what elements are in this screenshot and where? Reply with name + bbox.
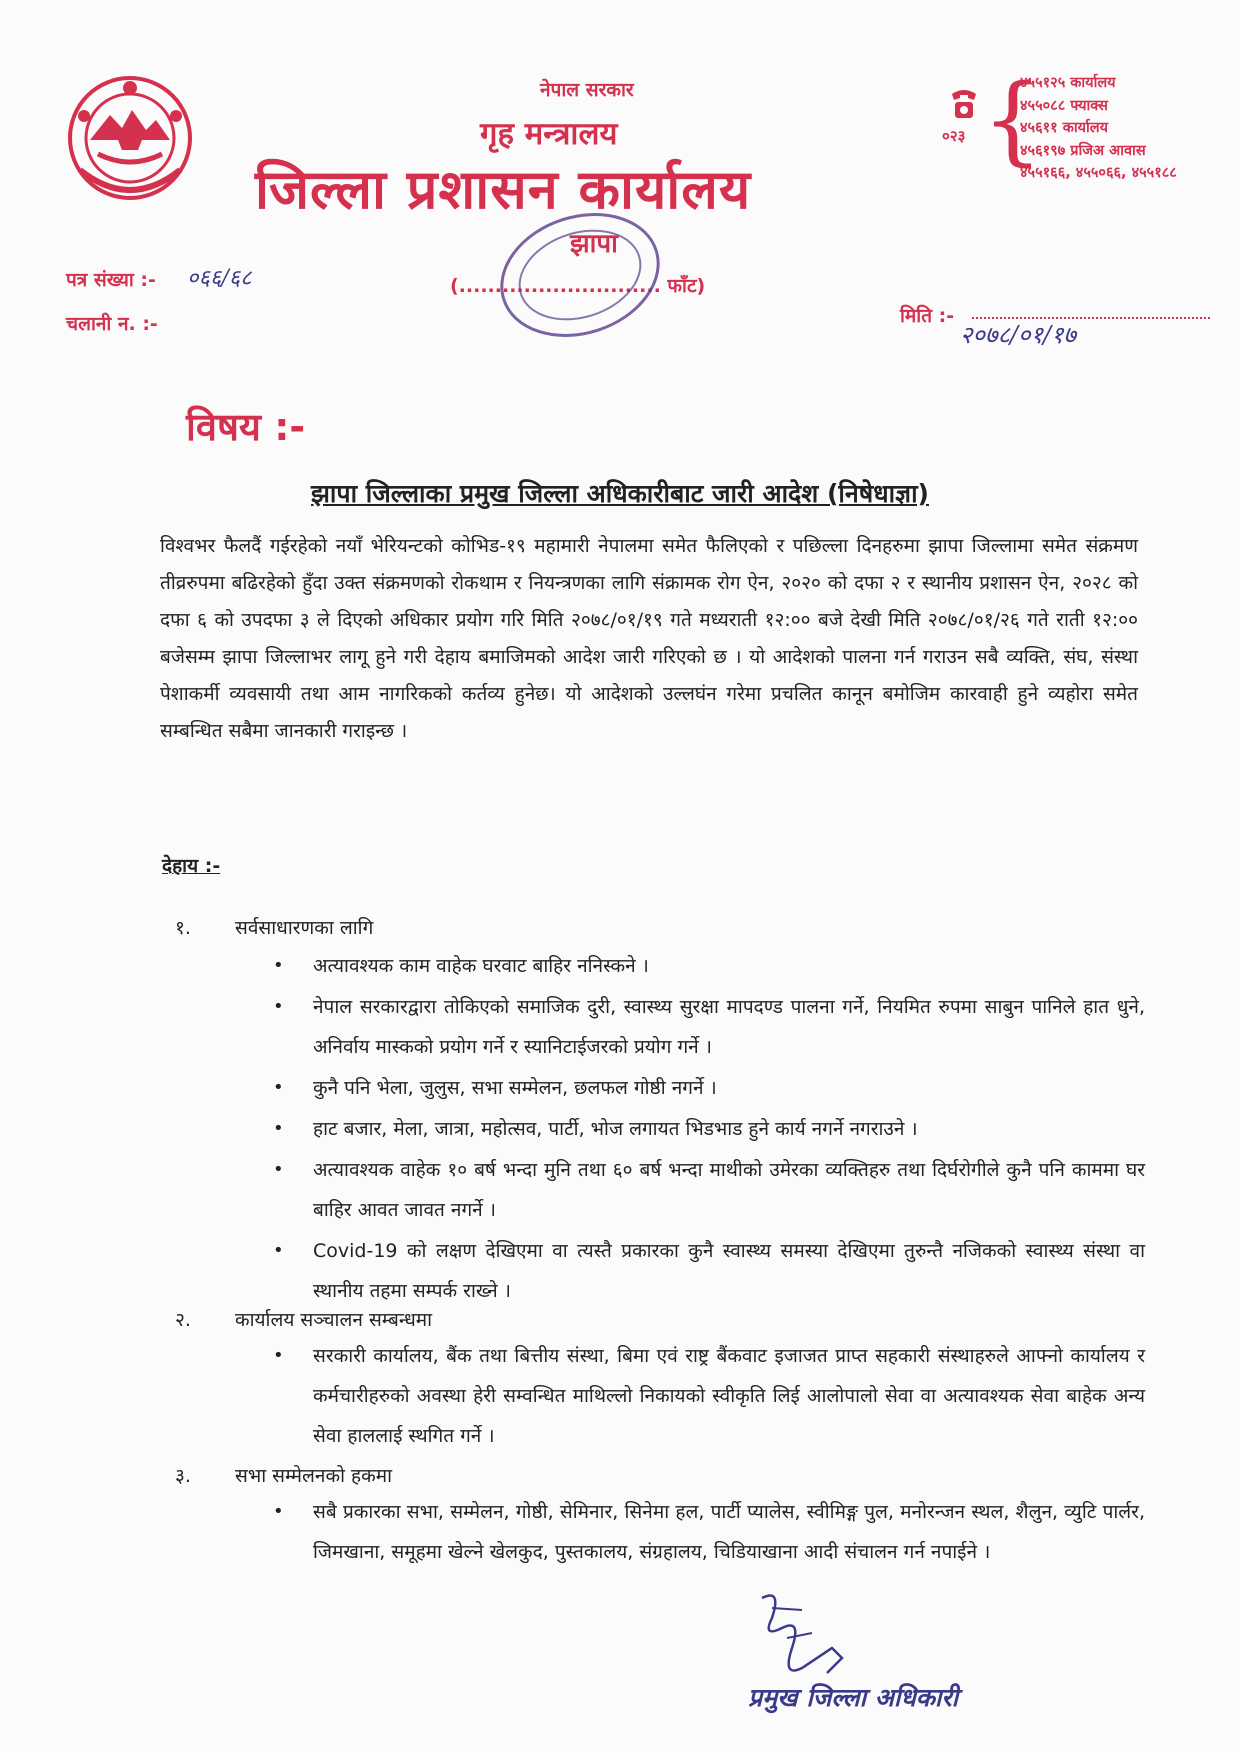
ministry-name: गृह मन्त्रालय [480, 116, 618, 152]
date-label: मिति :- [900, 305, 955, 327]
phone-line: ४५५०८८ फ्याक्स [1020, 97, 1108, 114]
list-item: • अत्यावश्यक काम वाहेक घरवाट बाहिर ननिस्कने । [273, 946, 1145, 986]
list-item: • कुनै पनि भेला, जुलुस, सभा सम्मेलन, छलफल गोष्ठी नगर्ने । [273, 1068, 1145, 1108]
subject-title [0, 476, 1240, 510]
area-code: ०२३ [942, 127, 966, 145]
body-paragraph: विश्वभर फैलदैं गईरहेको नयाँ भेरियन्टको कोभिड-१९ महामारी नेपालमा समेत फैलिएको र पछिल्ला दिनहरुमा झापा जिल्लामा समेत संक्रमण तीव्ररुपमा बढिरहेको हुँदा उक्त संक्रमणको रोकथाम र नियन्त्रणका लागि संक्रामक रोग ऐन, २०२० को दफा २ र स्थानीय प्रशासन ऐन, २०२८ को दफा ६ को उपदफा ३ ले दिएको अधिकार प्रयोग गरि मिति २०७८/०१/१९ गते मध्यराती १२:०० बजे देखी मिति २०७८/०१/२६ गते राती १२:०० बजेसम्म झापा जिल्लाभर लागू हुने गरी देहाय बमाजिमको आदेश जारी गरिएको छ । यो आदेशको पालना गर्न गराउन सबै व्यक्ति, संघ, संस्था पेशाकर्मी व्यवसायी तथा आम नागरिकको कर्तव्य हुनेछ। यो आदेशको उल्लघंन गरेमा प्रचलित कानून बमोजिम कारवाही हुने व्यहोरा समेत सम्बन्धित सबैमा जानकारी गराइन्छ । [160, 535, 1138, 742]
list-item: • अत्यावश्यक वाहेक १० बर्ष भन्दा मुनि तथा ६० बर्ष भन्दा माथीको उमेरका व्यक्तिहरु तथा दिर्घरोगीले कुनै पनि काममा घर बाहिर आवत जावत नगर्ने । [273, 1150, 1145, 1230]
office-stamp [490, 200, 670, 350]
office-name: जिल्ला प्रशासन कार्यालय [255, 158, 752, 221]
subject-title-text: झापा जिल्लाका प्रमुख जिल्ला अधिकारीबाट जारी आदेश (निषेधाज्ञा) [311, 479, 929, 508]
bullet-list [273, 946, 1145, 1312]
phone-line: ४५६१९७ प्रजिअ आवास [1020, 142, 1146, 159]
font-section-line: (............................ फाँट) [450, 275, 706, 297]
phone-brace: { [982, 64, 1044, 176]
list-item: • सबै प्रकारका सभा, सम्मेलन, गोष्ठी, सेमिनार, सिनेमा हल, पार्टी प्यालेस, स्वीमिङ्ग पुल, मनोरन्जन स्थल, शैलुन, व्युटि पार्लर, जिमखाना, समूहमा खेल्ने खेलकुद, पुस्तकालय, संग्रहालय, चिडियाखाना आदी संचालन गर्न नपाईने । [273, 1492, 1145, 1572]
date-value: २०७८/०१/१७ [960, 321, 1077, 349]
subject-label: विषय :- [186, 405, 306, 449]
phone-line: ४५५१६६, ४५५०६६, ४५५१८८ [1020, 165, 1177, 181]
reference-number-value: ०६६/६८ [187, 266, 252, 291]
district-name: झापा [570, 229, 618, 259]
phone-line: ४५६११ कार्यालय [1020, 120, 1109, 136]
government-name: नेपाल सरकार [540, 79, 634, 101]
section-title: सभा सम्मेलनको हकमा [235, 1465, 392, 1487]
bullet-list [273, 1492, 1145, 1573]
signatory-title: प्रमुख जिल्ला अधिकारी [748, 1683, 959, 1712]
reference-number-label: पत्र संख्या :- [66, 269, 156, 291]
section-number: १. [175, 917, 191, 939]
dispatch-number-label: चलानी न. :- [66, 313, 158, 335]
signature-scribble [742, 1588, 862, 1688]
section-title: कार्यालय सञ्चालन सम्बन्धमा [235, 1309, 433, 1331]
section-title: सर्वसाधारणका लागि [235, 917, 374, 939]
telephone-icon [950, 86, 978, 122]
section-number: ३. [175, 1465, 191, 1487]
list-item: • सरकारी कार्यालय, बैंक तथा बित्तीय संस्था, बिमा एवं राष्ट्र बैंकवाट इजाजत प्राप्त सहकारी संस्थाहरुले आफ्नो कार्यालय र कर्मचारीहरुको अवस्था हेरी सम्वन्धित माथिल्लो निकायको स्वीकृति लिई आलोपालो सेवा वा अत्यावश्यक सेवा बाहेक अन्य सेवा हाललाई स्थगित गर्ने । [273, 1336, 1145, 1456]
list-item: • हाट बजार, मेला, जात्रा, महोत्सव, पार्टी, भोज लगायत भिडभाड हुने कार्य नगर्ने नगराउने । [273, 1109, 1145, 1149]
nepal-government-emblem-icon [60, 70, 200, 210]
bullet-list [273, 1336, 1145, 1457]
list-item: • Covid-19 को लक्षण देखिएमा वा त्यस्तै प्रकारका कुनै स्वास्थ्य समस्या देखिएमा तुरुन्तै नजिकको स्वास्थ्य संस्था वा स्थानीय तहमा सम्पर्क राख्ने । [273, 1231, 1145, 1311]
phone-list [1020, 72, 1177, 185]
list-item: • नेपाल सरकारद्वारा तोकिएको समाजिक दुरी, स्वास्थ्य सुरक्षा मापदण्ड पालना गर्ने, नियमित रुपमा साबुन पानिले हात धुने, अनिर्वाय मास्कको प्रयोग गर्ने र स्यानिटाईजरको प्रयोग गर्ने । [273, 987, 1145, 1067]
section-number: २. [175, 1309, 191, 1331]
phone-line: ४५५१२५ कार्यालय [1020, 75, 1116, 91]
directive-label: देहाय :- [162, 855, 221, 877]
